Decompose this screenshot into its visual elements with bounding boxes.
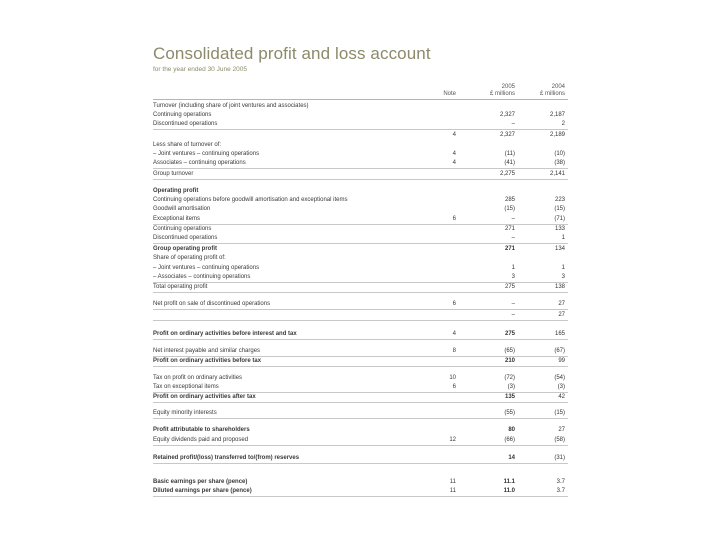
row-value-2004: 2 bbox=[561, 121, 565, 127]
table-row bbox=[153, 102, 568, 111]
table-row bbox=[153, 159, 568, 169]
row-note: 4 bbox=[452, 151, 456, 157]
row-label: Tax on profit on ordinary activities bbox=[153, 375, 243, 381]
row-label: Profit attributable to shareholders bbox=[153, 427, 250, 433]
table-row bbox=[153, 347, 568, 357]
row-label: Equity minority interests bbox=[153, 410, 217, 416]
row-label: Tax on exceptional items bbox=[153, 384, 219, 390]
row-value-2004: 2,189 bbox=[549, 132, 565, 138]
row-label: – Joint ventures – continuing operations bbox=[153, 265, 260, 271]
table-row bbox=[153, 225, 568, 234]
table-row bbox=[153, 478, 568, 487]
row-note: 6 bbox=[452, 301, 456, 307]
table-row bbox=[153, 374, 568, 383]
table-row bbox=[153, 311, 568, 321]
row-label: Basic earnings per share (pence) bbox=[153, 479, 248, 485]
row-value-2004: (3) bbox=[557, 384, 565, 390]
row-value-2005: (55) bbox=[504, 410, 515, 416]
row-value-2004: 99 bbox=[558, 358, 565, 364]
row-label: Retained profit/(loss) transferred to/(from) reserves bbox=[153, 455, 300, 461]
table-row bbox=[153, 436, 568, 446]
table-row bbox=[153, 254, 568, 263]
row-value-2004: (54) bbox=[554, 375, 565, 381]
row-value-2004: 3.7 bbox=[556, 479, 565, 485]
row-value-2005: – bbox=[511, 121, 515, 127]
row-note: 6 bbox=[452, 384, 456, 390]
row-note: 11 bbox=[449, 479, 456, 485]
row-label: Turnover (including share of joint ventures and associates) bbox=[153, 103, 309, 109]
row-label: Net interest payable and similar charges bbox=[153, 348, 261, 354]
row-note: 6 bbox=[452, 216, 456, 222]
row-label: Diluted earnings per share (pence) bbox=[153, 488, 252, 494]
row-value-2005: 11.0 bbox=[503, 488, 515, 494]
row-label: Profit on ordinary activities after tax bbox=[153, 394, 256, 400]
row-value-2004: 223 bbox=[554, 197, 565, 203]
table-row bbox=[153, 330, 568, 340]
column-header-2004-unit: £ millions bbox=[539, 91, 565, 97]
row-value-2004: 27 bbox=[558, 301, 565, 307]
table-row bbox=[153, 245, 568, 254]
row-value-2005: 275 bbox=[504, 284, 515, 290]
table-row bbox=[153, 283, 568, 293]
row-label: – Associates – continuing operations bbox=[153, 274, 251, 280]
row-note: 12 bbox=[449, 437, 456, 443]
column-header-note: Note bbox=[443, 91, 456, 97]
row-label: – Joint ventures – continuing operations bbox=[153, 151, 260, 157]
row-value-2004: 134 bbox=[554, 246, 565, 252]
row-note: 10 bbox=[449, 375, 456, 381]
table-row bbox=[153, 393, 568, 403]
row-label: Group operating profit bbox=[153, 246, 217, 252]
row-value-2005: (41) bbox=[504, 160, 515, 166]
row-value-2004: (31) bbox=[554, 455, 565, 461]
row-note: 4 bbox=[452, 132, 456, 138]
row-value-2004: 133 bbox=[554, 226, 565, 232]
row-value-2004: 1 bbox=[561, 265, 565, 271]
table-row bbox=[153, 120, 568, 130]
row-label: Associates – continuing operations bbox=[153, 160, 246, 166]
row-note: 11 bbox=[449, 488, 456, 494]
row-note: 4 bbox=[452, 160, 456, 166]
row-value-2005: 2,327 bbox=[499, 112, 515, 118]
table-row bbox=[153, 426, 568, 435]
row-value-2004: (10) bbox=[554, 151, 565, 157]
row-label: Less share of turnover of: bbox=[153, 142, 222, 148]
table-row bbox=[153, 264, 568, 273]
table-row bbox=[153, 454, 568, 464]
page-title: Consolidated profit and loss account bbox=[153, 44, 431, 63]
row-value-2004: 138 bbox=[554, 284, 565, 290]
row-value-2005: 285 bbox=[504, 197, 515, 203]
row-label: Group turnover bbox=[153, 171, 194, 177]
row-value-2005: (66) bbox=[504, 437, 515, 443]
row-label: Profit on ordinary activities before tax bbox=[153, 358, 262, 364]
row-value-2005: (15) bbox=[504, 206, 515, 212]
row-value-2004: (15) bbox=[554, 206, 565, 212]
row-value-2004: (38) bbox=[554, 160, 565, 166]
table-row bbox=[153, 487, 568, 497]
column-header-2005-unit: £ millions bbox=[489, 91, 515, 97]
row-value-2004: 3.7 bbox=[556, 488, 565, 494]
row-value-2005: 3 bbox=[511, 274, 515, 280]
table-row bbox=[153, 215, 568, 225]
table-row bbox=[153, 141, 568, 150]
table-row bbox=[153, 357, 568, 367]
row-value-2004: (15) bbox=[554, 410, 565, 416]
row-note: 4 bbox=[452, 331, 456, 337]
table-row bbox=[153, 300, 568, 310]
table-row bbox=[153, 234, 568, 244]
row-value-2005: 2,327 bbox=[499, 132, 515, 138]
row-value-2004: 27 bbox=[558, 427, 565, 433]
row-label: Operating profit bbox=[153, 188, 199, 194]
row-value-2004: 2,141 bbox=[549, 171, 565, 177]
table-row bbox=[153, 383, 568, 393]
row-value-2005: 210 bbox=[504, 358, 515, 364]
table-row bbox=[153, 131, 568, 140]
row-value-2005: (65) bbox=[504, 348, 515, 354]
row-label: Profit on ordinary activities before interest and tax bbox=[153, 331, 297, 337]
row-value-2004: (71) bbox=[554, 216, 565, 222]
row-value-2005: – bbox=[511, 301, 515, 307]
column-header-2005-year: 2005 bbox=[501, 84, 515, 90]
table-row bbox=[153, 273, 568, 283]
row-label: Total operating profit bbox=[153, 284, 208, 290]
table-row bbox=[153, 170, 568, 180]
row-value-2005: 275 bbox=[504, 331, 515, 337]
column-header-2004-year: 2004 bbox=[551, 84, 565, 90]
row-label: Goodwill amortisation bbox=[153, 206, 211, 212]
row-value-2005: 271 bbox=[504, 246, 515, 252]
row-value-2005: 14 bbox=[508, 455, 515, 461]
row-value-2005: (11) bbox=[504, 151, 515, 157]
row-label: Equity dividends paid and proposed bbox=[153, 437, 249, 443]
row-label: Discontinued operations bbox=[153, 235, 218, 241]
row-value-2005: – bbox=[511, 235, 515, 241]
row-value-2004: 3 bbox=[561, 274, 565, 280]
row-label: Exceptional items bbox=[153, 216, 201, 222]
row-value-2005: (3) bbox=[507, 384, 515, 390]
row-label: Continuing operations before goodwill amortisation and exceptional items bbox=[153, 197, 348, 203]
table-row bbox=[153, 409, 568, 419]
row-note: 8 bbox=[452, 348, 456, 354]
row-value-2005: – bbox=[511, 216, 515, 222]
row-value-2004: 1 bbox=[561, 235, 565, 241]
row-label: Continuing operations bbox=[153, 112, 212, 118]
row-label: Net profit on sale of discontinued operations bbox=[153, 301, 271, 307]
row-value-2004: 27 bbox=[558, 312, 565, 318]
row-value-2005: (72) bbox=[504, 375, 515, 381]
row-value-2005: 135 bbox=[504, 394, 515, 400]
row-label: Share of operating profit of: bbox=[153, 255, 226, 261]
row-value-2004: (67) bbox=[554, 348, 565, 354]
row-value-2004: 165 bbox=[554, 331, 565, 337]
row-value-2004: (58) bbox=[554, 437, 565, 443]
row-value-2004: 42 bbox=[558, 394, 565, 400]
row-value-2005: 1 bbox=[511, 265, 515, 271]
row-value-2004: 2,187 bbox=[549, 112, 565, 118]
row-value-2005: 271 bbox=[504, 226, 515, 232]
table-row bbox=[153, 205, 568, 214]
row-value-2005: – bbox=[511, 312, 515, 318]
row-value-2005: 2,275 bbox=[499, 171, 515, 177]
table-row bbox=[153, 111, 568, 120]
table-row bbox=[153, 196, 568, 205]
row-value-2005: 80 bbox=[508, 427, 515, 433]
row-value-2005: 11.1 bbox=[503, 479, 515, 485]
table-row bbox=[153, 150, 568, 159]
table-row bbox=[153, 187, 568, 196]
row-label: Continuing operations bbox=[153, 226, 212, 232]
page-subtitle: for the year ended 30 June 2005 bbox=[153, 66, 247, 73]
row-label: Discontinued operations bbox=[153, 121, 218, 127]
